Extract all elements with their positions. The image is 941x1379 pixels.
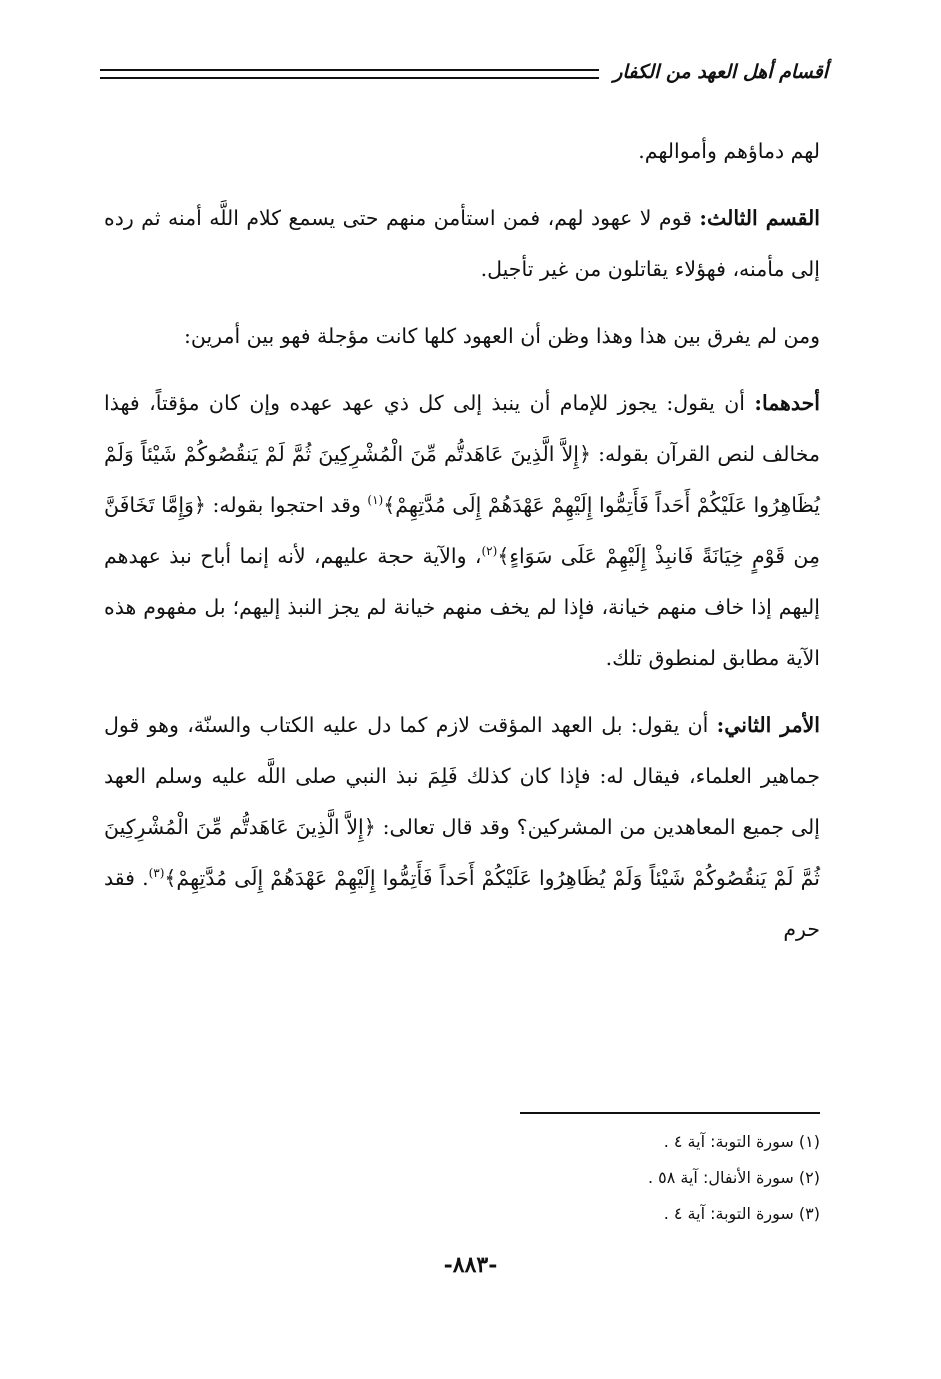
second-matter-text-1: أن يقول: بل العهد المؤقت لازم كما دل عليه الكتاب والسنّة، وهو قول جماهير العلماء، فيقال له: فإذا كان كذلك فَلِمَ نبذ النبي صلى اللَّه عليه وسلم العهد إلى جميع المعاهدين من المشركين؟ وقد قال تعالى:: [104, 713, 820, 839]
header-double-rule: [100, 69, 599, 79]
first-matter-text-1: أن يقول: يجوز للإمام أن ينبذ إلى كل ذي عهد عهده وإن كان مؤقتاً، فهذا مخالف لنص القرآن بقوله:: [104, 391, 820, 466]
second-matter-text-2: . فقد حرم: [104, 866, 820, 941]
page-number: -٨٨٣-: [443, 1252, 498, 1278]
main-text: [104, 126, 820, 971]
first-matter-text-3: ، والآية حجة عليهم، لأنه إنما أباح نبذ عهدهم إليهم إذا خاف منهم خيانة، فإذا لم يخف منهم خيانة لم يجز النبذ إليهم؛ بل مفهوم هذه الآية مطابق لمنطوق تلك.: [104, 544, 820, 670]
footnote-ref-3[interactable]: (٣): [148, 866, 165, 881]
running-header: [100, 52, 828, 92]
footnote-2: (٢) سورة الأنفال: آية ٥٨ .: [647, 1168, 820, 1187]
footnote-3: (٣) سورة التوبة: آية ٤ .: [663, 1204, 820, 1223]
footnote-separator: [520, 1112, 820, 1114]
footnote-1: (١) سورة التوبة: آية ٤ .: [663, 1132, 820, 1151]
quran-verse-2: ﴿وَإِمَّا تَخَافَنَّ مِن قَوْمٍ خِيَانَةً فَانبِذْ إِلَيْهِمْ عَلَى سَوَاءٍ﴾: [104, 493, 820, 568]
paragraph-two-options: [104, 311, 820, 362]
footnote-ref-1[interactable]: (١): [367, 493, 384, 508]
first-matter-heading: أحدهما:: [754, 391, 820, 415]
third-section-heading: القسم الثالث:: [699, 206, 820, 230]
second-matter-heading: الأمر الثاني:: [716, 713, 820, 737]
header-title: أقسام أهل العهد من الكفار: [613, 61, 828, 83]
footnotes: [420, 1124, 820, 1232]
quran-verse-1: ﴿إِلاَّ الَّذِينَ عَاهَدتُّم مِّنَ الْمُشْرِكِينَ ثُمَّ لَمْ يَنقُصُوكُمْ شَيْئاً وَلَمْ يُظَاهِرُوا عَلَيْكُمْ أَحَداً فَأَتِمُّوا إِلَيْهِمْ عَهْدَهُمْ إِلَى مُدَّتِهِمْ﴾: [104, 442, 820, 517]
third-section-text: قوم لا عهود لهم، فمن استأمن منهم حتى يسمع كلام اللَّه أمنه ثم رده إلى مأمنه، فهؤلاء يقاتلون من غير تأجيل.: [104, 206, 820, 281]
quran-verse-3: ﴿إِلاَّ الَّذِينَ عَاهَدتُّم مِّنَ الْمُشْرِكِينَ ثُمَّ لَمْ يَنقُصُوكُمْ شَيْئاً وَلَمْ يُظَاهِرُوا عَلَيْكُمْ أَحَداً فَأَتِمُّوا إِلَيْهِمْ عَهْدَهُمْ إِلَى مُدَّتِهِمْ﴾: [104, 815, 820, 890]
paragraph-1: [104, 126, 820, 177]
first-matter-text-2: وقد احتجوا بقوله:: [212, 493, 361, 517]
footnote-ref-2[interactable]: (٢): [481, 544, 498, 559]
two-options-text: ومن لم يفرق بين هذا وهذا وظن أن العهود كلها كانت مؤجلة فهو بين أمرين:: [183, 324, 820, 348]
paragraph-first-matter: [104, 378, 820, 684]
paragraph-third-section: [104, 193, 820, 295]
paragraph-second-matter: [104, 700, 820, 955]
paragraph-1-text: لهم دماؤهم وأموالهم.: [638, 139, 820, 163]
